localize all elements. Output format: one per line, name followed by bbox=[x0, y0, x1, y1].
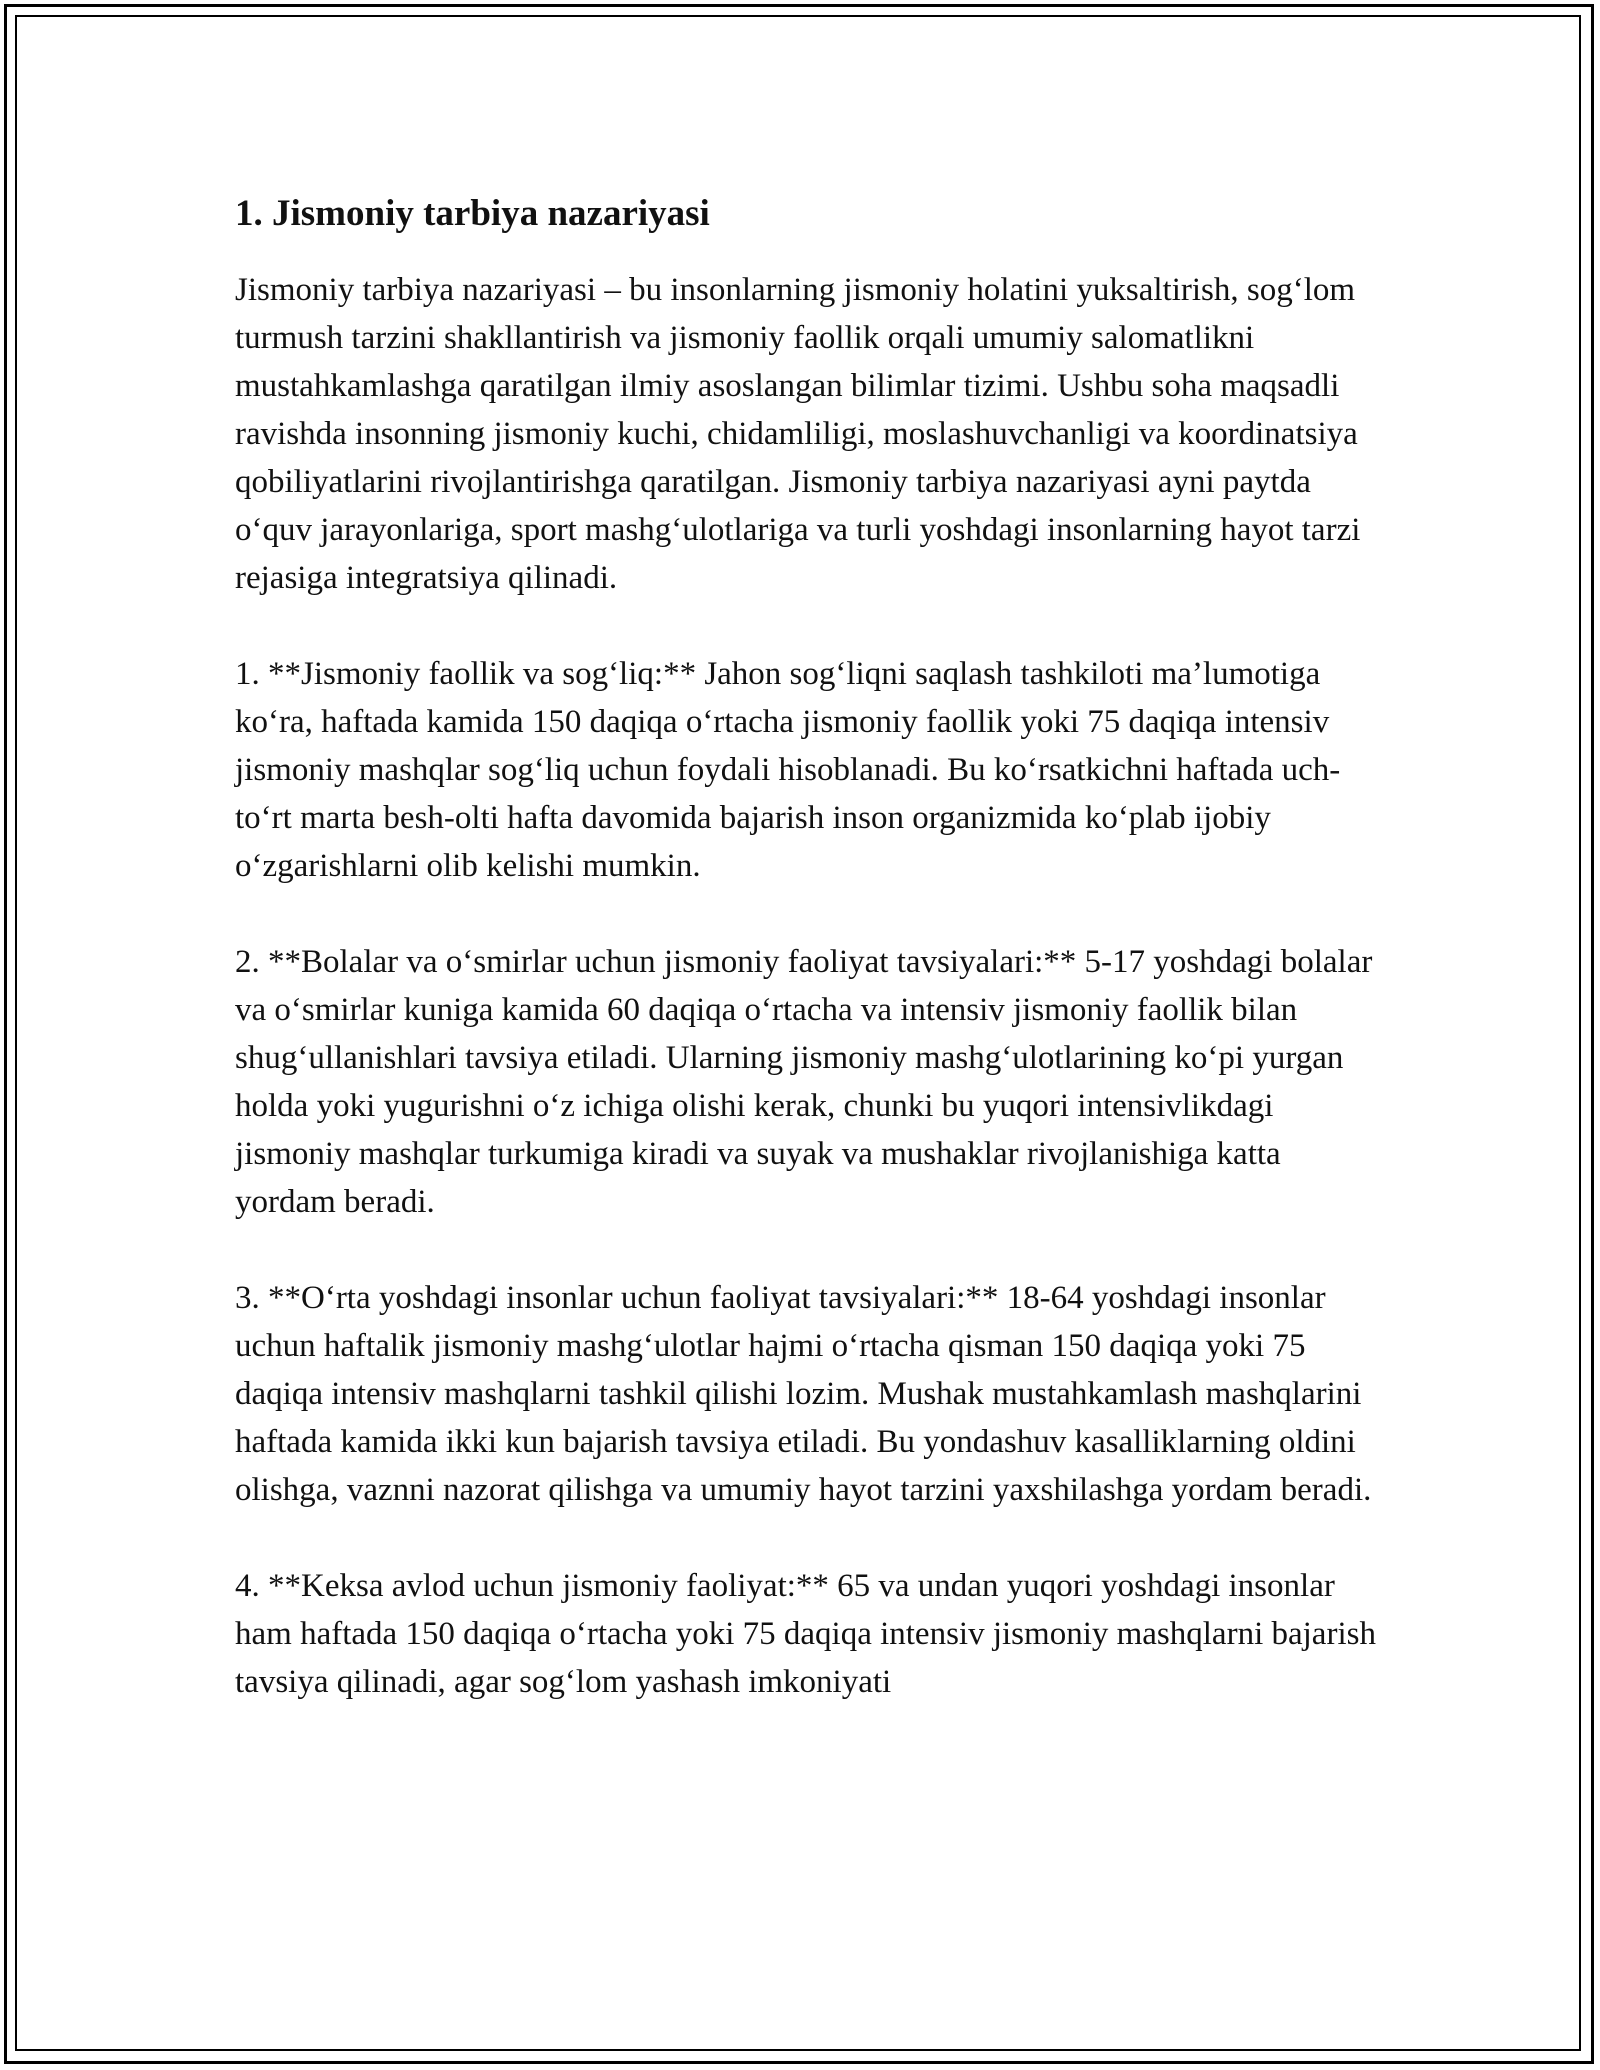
list-item-adult-recommendations: 3. **O‘rta yoshdagi insonlar uchun faoliyat tavsiyalari:** 18-64 yoshdagi insonlar uchun haftalik jismoniy mashg‘ulotlar hajmi o‘rtacha qisman 150 daqiqa yoki 75 daqiqa intensiv mashqlarni tashkil qilishi lozim. Mushak mustahkamlash mashqlarini haftada kamida ikki kun bajarish tavsiya etiladi. Bu yondashuv kasalliklarning oldini olishga, vaznni nazorat qilishga va umumiy hayot tarzini yaxshilashga yordam beradi. bbox=[235, 1280, 1372, 1508]
document-title: 1. Jismoniy tarbiya nazariyasi bbox=[235, 193, 710, 234]
document-body bbox=[235, 190, 1385, 1754]
list-item-elderly-activity: 4. **Keksa avlod uchun jismoniy faoliyat:** 65 va undan yuqori yoshdagi insonlar ham haftada 150 daqiqa o‘rtacha yoki 75 daqiqa intensiv jismoniy mashqlarni bajarish tavsiya qilinadi, agar sog‘lom yashash imkoniyati bbox=[235, 1568, 1376, 1700]
intro-paragraph: Jismoniy tarbiya nazariyasi – bu insonlarning jismoniy holatini yuksaltirish, sog‘lom turmush tarzini shakllantirish va jismoniy faollik orqali umumiy salomatlikni mustahkamlashga qaratilgan ilmiy asoslangan bilimlar tizimi. Ushbu soha maqsadli ravishda insonning jismoniy kuchi, chidamliligi, moslashuvchanligi va koordinatsiya qobiliyatlarini rivojlantirishga qaratilgan. Jismoniy tarbiya nazariyasi ayni paytda o‘quv jarayonlariga, sport mashg‘ulotlariga va turli yoshdagi insonlarning hayot tarzi rejasiga integratsiya qilinadi. bbox=[235, 272, 1361, 596]
list-item-children-recommendations: 2. **Bolalar va o‘smirlar uchun jismoniy faoliyat tavsiyalari:** 5-17 yoshdagi bolalar va o‘smirlar kuniga kamida 60 daqiqa o‘rtacha va intensiv jismoniy faollik bilan shug‘ullanishlari tavsiya etiladi. Ularning jismoniy mashg‘ulotlarining ko‘pi yurgan holda yoki yugurishni o‘z ichiga olishi kerak, chunki bu yuqori intensivlikdagi jismoniy mashqlar turkumiga kiradi va suyak va mushaklar rivojlanishiga katta yordam beradi. bbox=[235, 944, 1373, 1220]
list-item-physical-activity: 1. **Jismoniy faollik va sog‘liq:** Jahon sog‘liqni saqlash tashkiloti ma’lumotiga ko‘ra, haftada kamida 150 daqiqa o‘rtacha jismoniy faollik yoki 75 daqiqa intensiv jismoniy mashqlar sog‘liq uchun foydali hisoblanadi. Bu ko‘rsatkichni haftada uch-to‘rt marta besh-olti hafta davomida bajarish inson organizmida ko‘plab ijobiy o‘zgarishlarni olib kelishi mumkin. bbox=[235, 656, 1341, 884]
